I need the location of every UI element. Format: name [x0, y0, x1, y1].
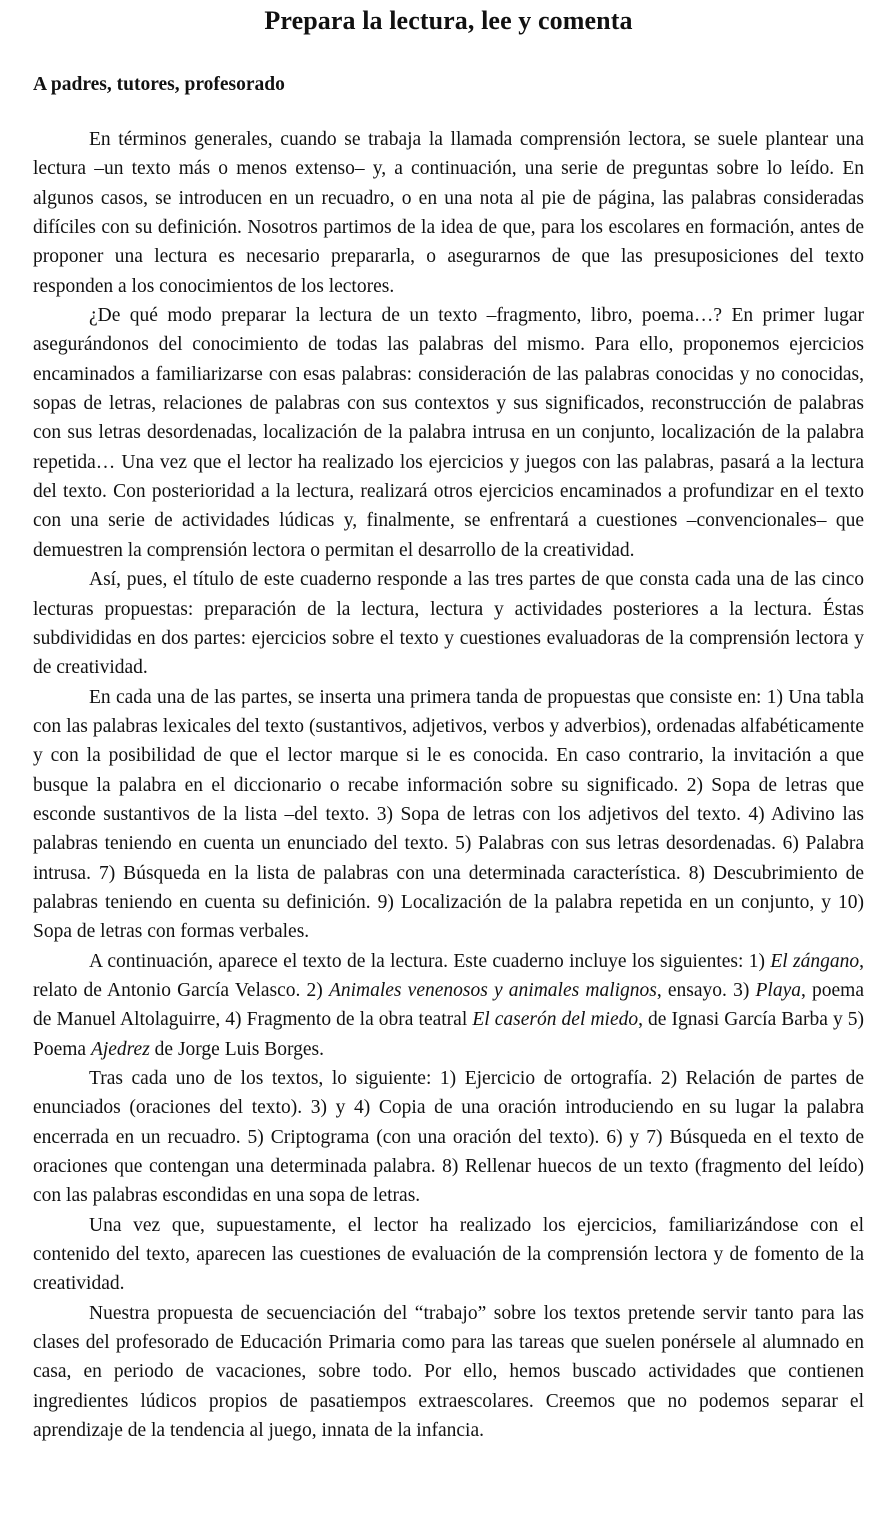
text-run: Nuestra propuesta de secuenciación del “trabajo” sobre los textos pretende servir tanto para las clases del profesorado de Educación Primaria como para las tareas que suelen ponérsele al alumnado en casa, en periodo de vacaciones, sobre todo. Por ello, hemos buscado actividades que contienen ingredientes lúdicos propios de pasatiempos extraescolares. Creemos que no podemos separar el aprendizaje de la tendencia al juego, innata de la infancia. [33, 1302, 864, 1442]
italic-title: El zángano [770, 950, 860, 972]
text-run: En términos generales, cuando se trabaja la llamada comprensión lectora, se suele plantear una lectura –un texto más o menos extenso– y, a continuación, una serie de preguntas sobre lo leído. En algunos casos, se introducen en un recuadro, o en una nota al pie de página, las palabras consideradas difíciles con su definición. Nosotros partimos de la idea de que, para los escolares en formación, antes de proponer una lectura es necesario prepararla, o asegurarnos de que las presuposiciones del texto responden a los conocimientos de los lectores. [33, 129, 864, 297]
text-run: A continuación, aparece el texto de la lectura. Este cuaderno incluye los siguientes: 1) [89, 950, 771, 972]
text-run: , poema de Manuel Altolaguirre, 4) Fragmento de la obra teatral [33, 979, 864, 1031]
text-run: Una vez que, supuestamente, el lector ha realizado los ejercicios, familiarizándose con el contenido del texto, aparecen las cuestiones de evaluación de la comprensión lectora y de fomento de la creatividad. [33, 1214, 864, 1295]
paragraph [33, 1064, 864, 1211]
page-title: Prepara la lectura, lee y comenta [264, 6, 633, 35]
paragraph [33, 683, 864, 947]
section-heading: A padres, tutores, profesorado [33, 74, 285, 95]
italic-title: El caserón del miedo [472, 1009, 639, 1031]
italic-title: Ajedrez [90, 1038, 150, 1060]
text-run: , relato de Antonio García Velasco. 2) [33, 950, 864, 1001]
body-text [33, 125, 864, 1445]
text-run: Tras cada uno de los textos, lo siguiente: 1) Ejercicio de ortografía. 2) Relación de partes de enunciados (oraciones del texto). 3) y 4) Copia de una oración introduciendo en su lugar la palabra encerrada en un recuadro. 5) Criptograma (con una oración del texto). 6) y 7) Búsqueda en el texto de oraciones que contengan una determinada palabra. 8) Rellenar huecos de un texto (fragmento del leído) con las palabras escondidas en una sopa de letras. [33, 1068, 864, 1207]
paragraph [33, 947, 864, 1064]
text-run: Así, pues, el título de este cuaderno responde a las tres partes de que consta cada una de las cinco lecturas propuestas: preparación de la lectura, lectura y actividades posteriores a la lectura. Éstas subdivididas en dos partes: ejercicios sobre el texto y cuestiones evaluadoras de la comprensión lectora y de creatividad. [33, 569, 864, 679]
paragraph [33, 1299, 864, 1446]
paragraph [33, 125, 864, 301]
paragraph [33, 1211, 864, 1299]
paragraph [33, 301, 864, 565]
text-run: , ensayo. 3) [656, 979, 756, 1001]
text-run: ¿De qué modo preparar la lectura de un texto –fragmento, libro, poema…? En primer lugar asegurándonos del conocimiento de todas las palabras del mismo. Para ello, proponemos ejercicios encaminados a familiarizarse con esas palabras: consideración de las palabras conocidas y no conocidas, sopas de letras, relaciones de palabras con sus contextos y sus significados, reconstrucción de palabras con sus letras desordenadas, localización de la palabra intrusa en un conjunto, localización de la palabra repetida… Una vez que el lector ha realizado los ejercicios y juegos con las palabras, pasará a la lectura del texto. Con posterioridad a la lectura, realizará otros ejercicios encaminados a profundizar en el texto con una serie de actividades lúdicas y, finalmente, se enfrentará a cuestiones –convencionales– que demuestren la comprensión lectora o permitan el desarrollo de la creatividad. [33, 305, 864, 561]
text-run: , de Ignasi García Barba y 5) Poema [33, 1009, 865, 1060]
paragraph [33, 565, 864, 682]
italic-title: Animales venenosos y animales malignos [328, 979, 657, 1001]
italic-title: Playa [755, 979, 801, 1001]
text-run: de Jorge Luis Borges. [149, 1038, 325, 1060]
text-run: En cada una de las partes, se inserta una primera tanda de propuestas que consiste en: 1) Una tabla con las palabras lexicales del texto (sustantivos, adjetivos, verbos y adverbios), ordenadas alfabéticamente y con la posibilidad de que el lector marque si le es conocida. En caso contrario, la invitación a que busque la palabra en el diccionario o recabe información sobre su significado. 2) Sopa de letras que esconde sustantivos de la lista –del texto. 3) Sopa de letras con los adjetivos del texto. 4) Adivino las palabras teniendo en cuenta un enunciado del texto. 5) Palabras con sus letras desordenadas. 6) Palabra intrusa. 7) Búsqueda en la lista de palabras con una determinada característica. 8) Descubrimiento de palabras teniendo en cuenta su definición. 9) Localización de la palabra repetida en un conjunto, y 10) Sopa de letras con formas verbales. [33, 686, 864, 943]
